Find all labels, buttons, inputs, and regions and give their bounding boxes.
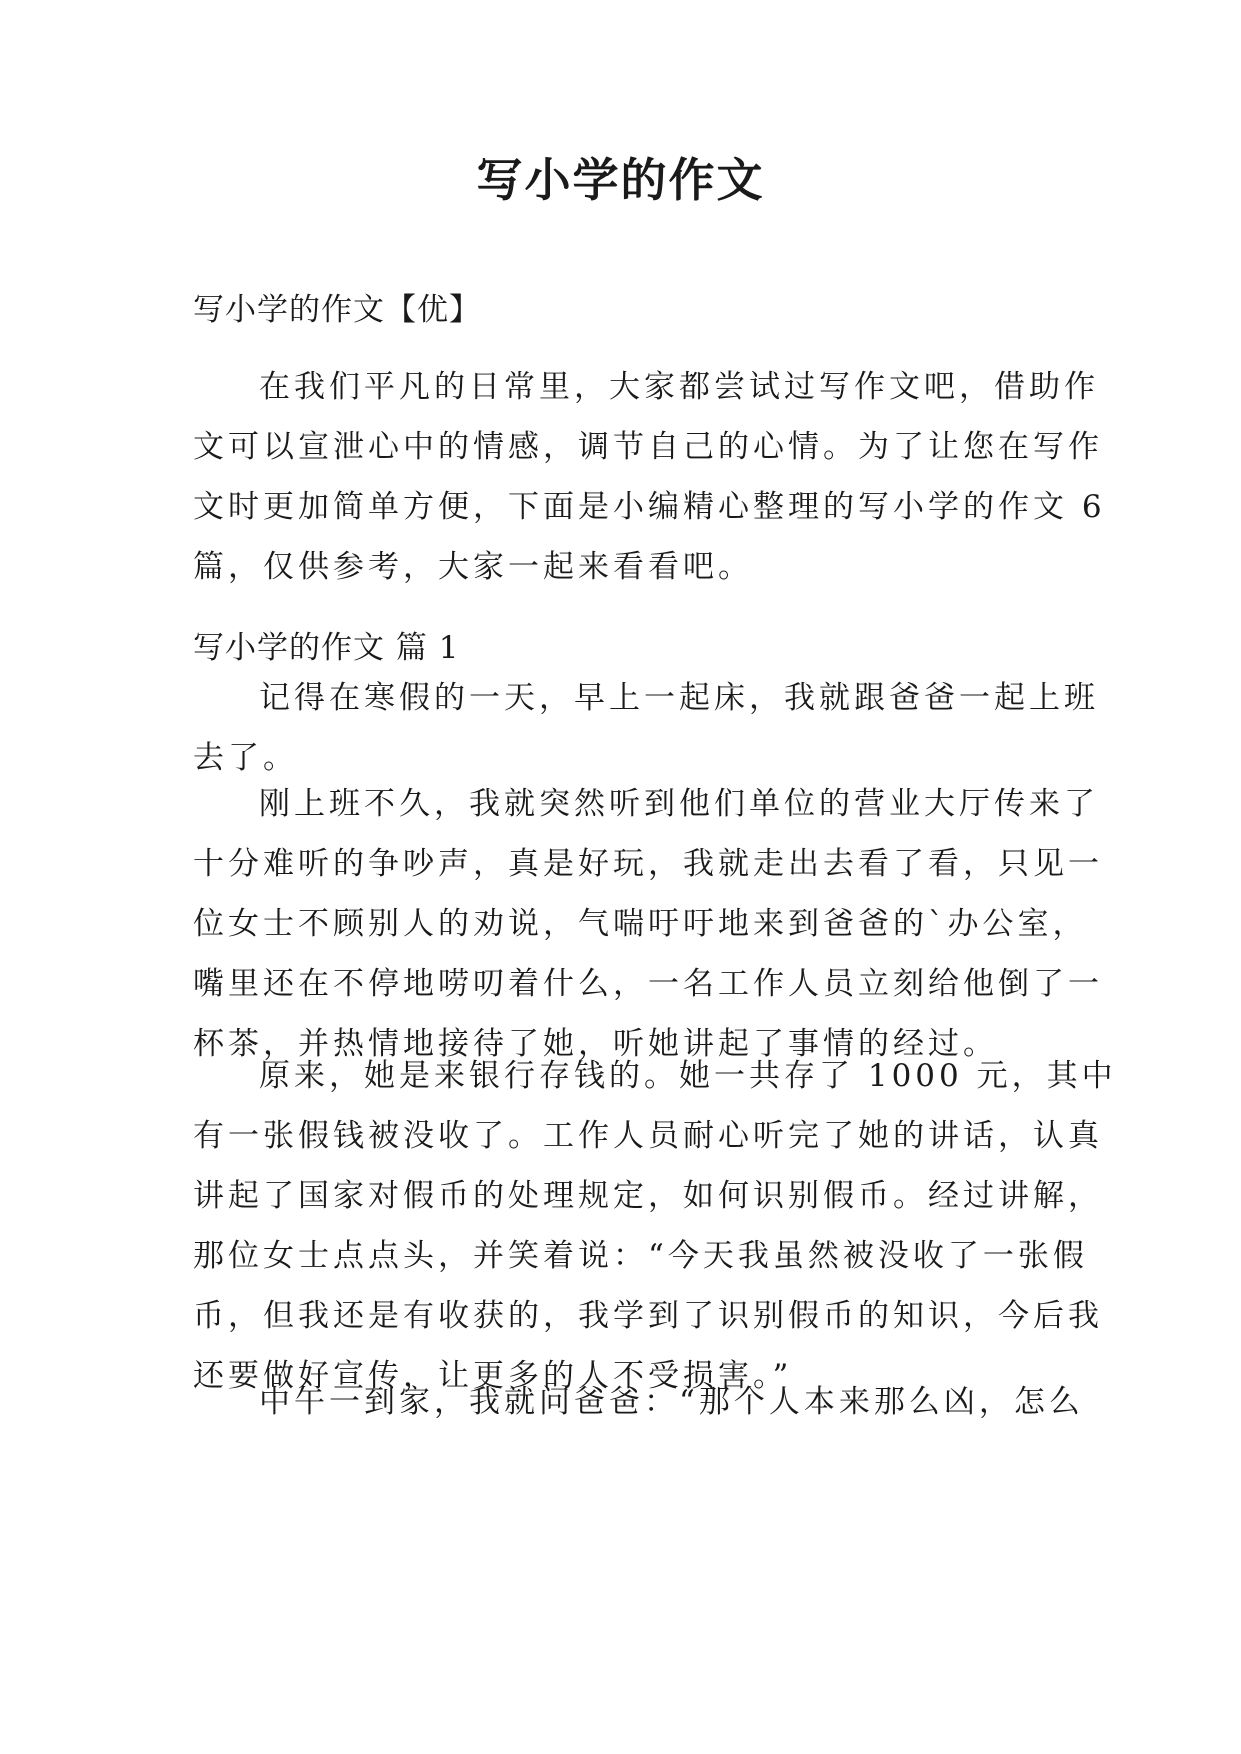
intro-line: 篇，仅供参考，大家一起来看看吧。 <box>193 549 753 585</box>
paragraph-line: 中午一到家，我就问爸爸：“那个人本来那么凶，怎么 <box>259 1384 1084 1420</box>
paragraph-line: 币，但我还是有收获的，我学到了识别假币的知识，今后我 <box>193 1298 1103 1334</box>
paragraph-line: 位女士不顾别人的劝说，气喘吁吁地来到爸爸的`办公室， <box>193 906 1088 942</box>
paragraph-line: 嘴里还在不停地唠叨着什么，一名工作人员立刻给他倒了一 <box>193 966 1103 1002</box>
intro-line: 文可以宣泄心中的情感，调节自己的心情。为了让您在写作 <box>193 429 1103 465</box>
paragraph-line: 杯茶，并热情地接待了她，听她讲起了事情的经过。 <box>193 1026 998 1062</box>
intro-line: 在我们平凡的日常里，大家都尝试过写作文吧，借助作 <box>259 369 1099 405</box>
paragraph-line: 去了。 <box>193 740 298 776</box>
paragraph-line: 有一张假钱被没收了。工作人员耐心听完了她的讲话，认真 <box>193 1118 1103 1154</box>
intro-line: 文时更加简单方便，下面是小编精心整理的写小学的作文 6 <box>193 489 1106 525</box>
paragraph-line: 还要做好宣传，让更多的人不受损害。” <box>193 1358 793 1394</box>
document-subtitle: 写小学的作文【优】 <box>193 292 481 328</box>
paragraph-line: 记得在寒假的一天，早上一起床，我就跟爸爸一起上班 <box>259 680 1099 716</box>
intro-paragraph <box>193 357 1106 597</box>
paragraph-1 <box>193 668 1099 788</box>
paragraph-line: 十分难听的争吵声，真是好玩，我就走出去看了看，只见一 <box>193 846 1103 882</box>
paragraph-4 <box>193 1372 1084 1432</box>
paragraph-2 <box>193 774 1103 1074</box>
paragraph-line: 刚上班不久，我就突然听到他们单位的营业大厅传来了 <box>259 786 1099 822</box>
paragraph-line: 原来，她是来银行存钱的。她一共存了 1000 元，其中 <box>259 1058 1117 1094</box>
paragraph-3 <box>193 1046 1117 1406</box>
section-heading: 写小学的作文 篇 1 <box>193 630 460 666</box>
paragraph-line: 讲起了国家对假币的处理规定，如何识别假币。经过讲解， <box>193 1178 1103 1214</box>
document-title: 写小学的作文 <box>476 153 765 207</box>
paragraph-line: 那位女士点点头，并笑着说：“今天我虽然被没收了一张假 <box>193 1238 1088 1274</box>
